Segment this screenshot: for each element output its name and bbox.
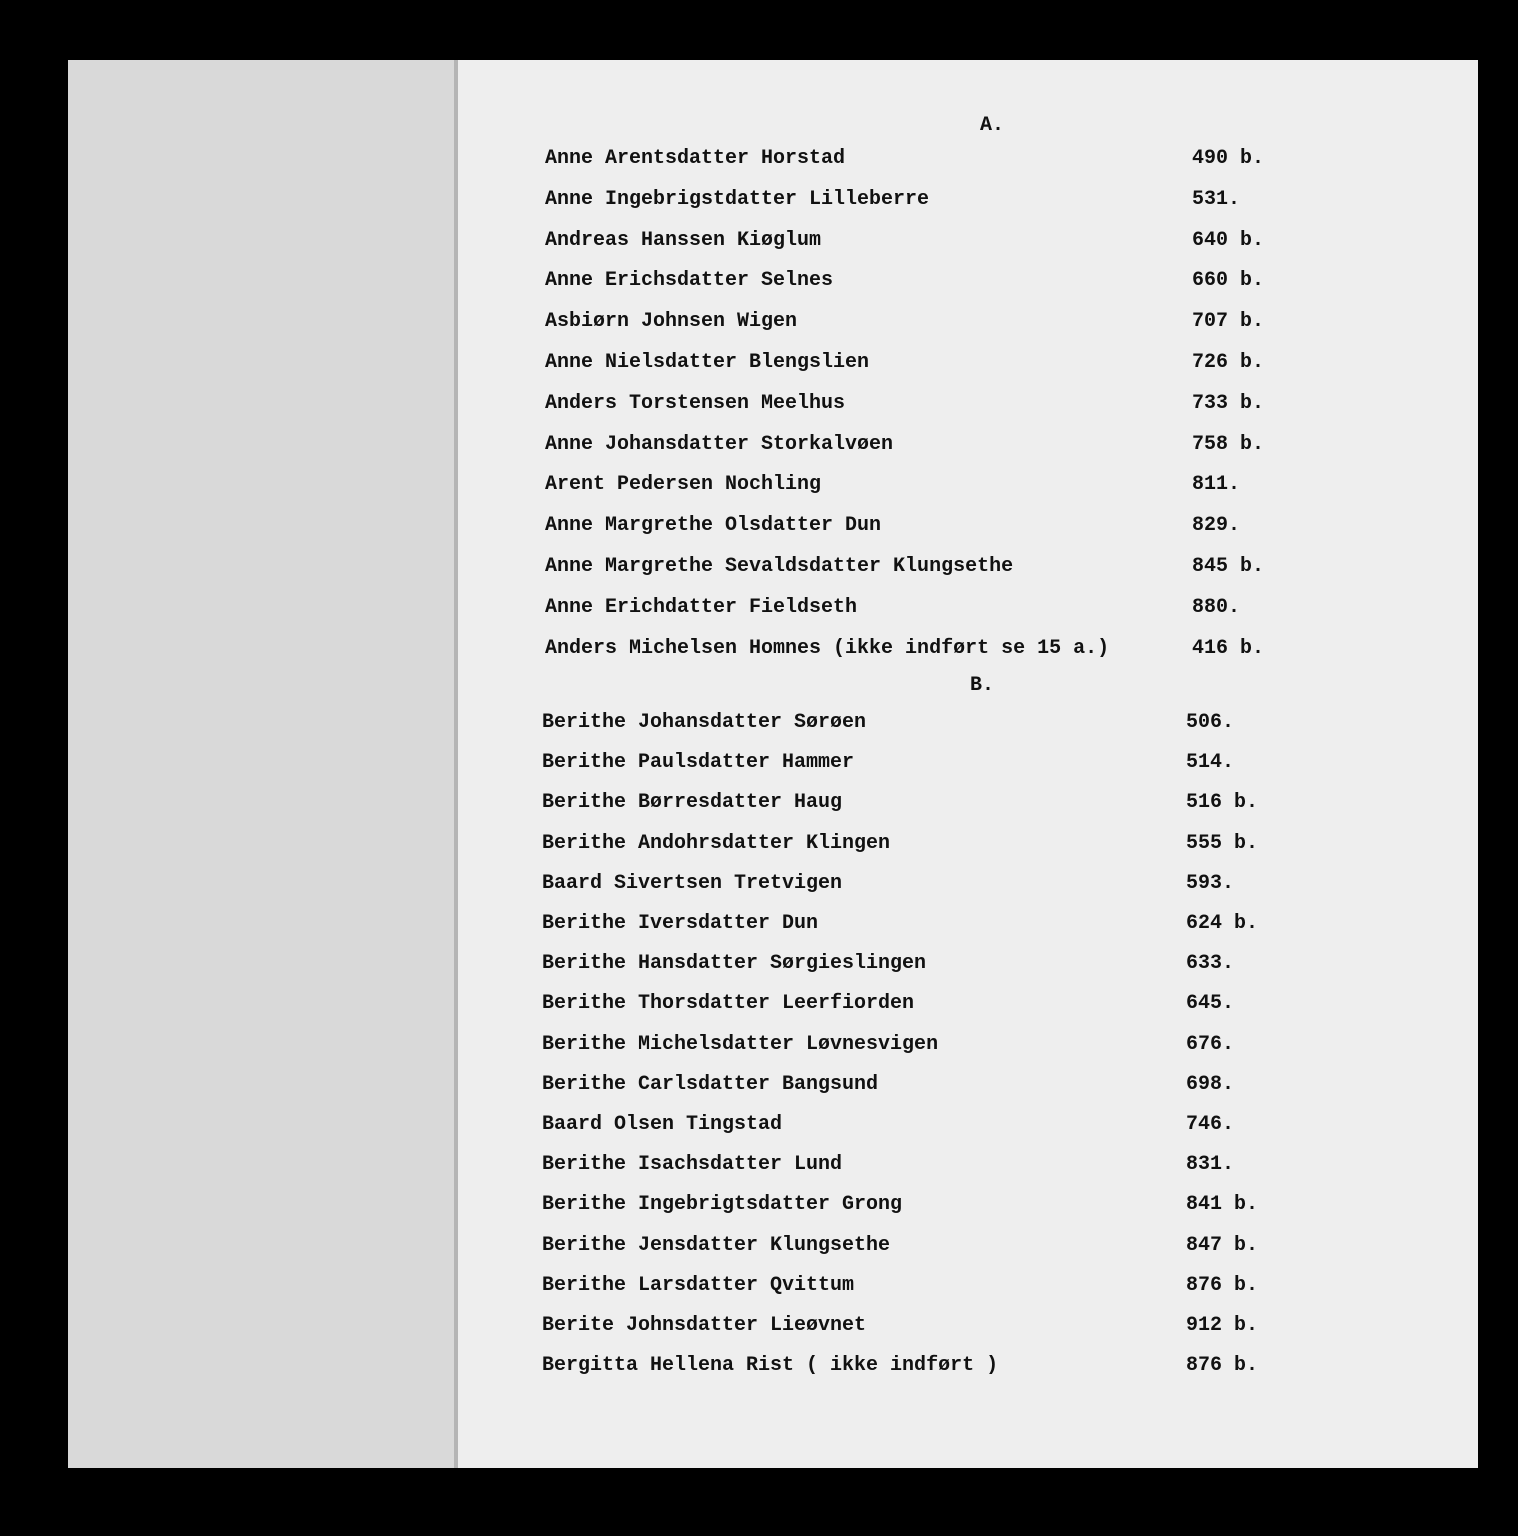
entry-name: Anne Nielsdatter Blengslien [545, 351, 870, 374]
entry-name: Berite Johnsdatter Lieøvnet [542, 1314, 867, 1337]
entry-name: Berithe Paulsdatter Hammer [542, 751, 855, 775]
entry-page-ref: 912 b. [1186, 1314, 1259, 1337]
entry-name: Berithe Hansdatter Sørgieslingen [542, 952, 927, 976]
entry-name: Berithe Isachsdatter Lund [542, 1153, 843, 1177]
entry-name: Anne Ingebrigstdatter Lilleberre [545, 187, 930, 211]
entry-name: Anders Michelsen Homnes (ikke indført se 15 a.) [545, 636, 1110, 660]
entry-name: Berithe Michelsdatter Løvnesvigen [542, 1032, 939, 1056]
entry-page-ref: 676. [1186, 1032, 1235, 1056]
entry-page-ref: 726 b. [1192, 351, 1265, 374]
entry-page-ref: 698. [1186, 1072, 1235, 1096]
entry-page-ref: 876 b. [1186, 1273, 1259, 1297]
entry-page-ref: 624 b. [1186, 912, 1259, 935]
entry-page-ref: 707 b. [1192, 310, 1265, 334]
entry-page-ref: 831. [1186, 1153, 1235, 1177]
entry-page-ref: 841 b. [1186, 1193, 1259, 1217]
entry-name: Andreas Hanssen Kiøglum [545, 228, 822, 252]
entry-page-ref: 660 b. [1192, 269, 1265, 293]
entry-name: Asbiørn Johnsen Wigen [545, 310, 798, 334]
entry-page-ref: 506. [1186, 711, 1235, 734]
entry-page-ref: 555 b. [1186, 831, 1259, 855]
entry-name: Anne Johansdatter Storkalvøen [545, 432, 894, 456]
entry-page-ref: 746. [1186, 1113, 1235, 1136]
entry-name: Berithe Thorsdatter Leerfiorden [542, 992, 915, 1016]
entry-name: Berithe Ingebrigtsdatter Grong [542, 1193, 903, 1217]
entry-name: Anne Margrethe Olsdatter Dun [545, 514, 882, 538]
entry-page-ref: 514. [1186, 751, 1235, 775]
entry-page-ref: 847 b. [1186, 1233, 1259, 1257]
entry-page-ref: 593. [1186, 871, 1235, 895]
section-heading: B. [970, 674, 995, 697]
entry-page-ref: 733 b. [1192, 391, 1265, 415]
entry-page-ref: 416 b. [1192, 636, 1265, 660]
entry-page-ref: 845 b. [1192, 555, 1265, 578]
entry-page-ref: 880. [1192, 595, 1241, 619]
section-heading: A. [980, 114, 1005, 137]
left-page-blank [68, 60, 456, 1468]
entry-page-ref: 633. [1186, 952, 1235, 976]
entry-page-ref: 640 b. [1192, 228, 1265, 252]
entry-name: Anne Erichsdatter Selnes [545, 269, 834, 293]
entry-page-ref: 876 b. [1186, 1354, 1259, 1378]
entry-page-ref: 829. [1192, 514, 1241, 538]
entry-name: Anne Arentsdatter Horstad [545, 147, 846, 170]
entry-name: Berithe Carlsdatter Bangsund [542, 1072, 879, 1096]
entry-name: Anne Margrethe Sevaldsdatter Klungsethe [545, 555, 1014, 578]
entry-name: Berithe Børresdatter Haug [542, 791, 843, 815]
entry-name: Anne Erichdatter Fieldseth [545, 595, 858, 619]
entry-name: Arent Pedersen Nochling [545, 473, 822, 497]
entry-page-ref: 758 b. [1192, 432, 1265, 456]
entry-name: Anders Torstensen Meelhus [545, 391, 846, 415]
entry-name: Berithe Iversdatter Dun [542, 912, 819, 935]
entry-name: Berithe Larsdatter Qvittum [542, 1273, 855, 1297]
entry-page-ref: 516 b. [1186, 791, 1259, 815]
entry-name: Berithe Johansdatter Sørøen [542, 711, 867, 734]
entry-name: Baard Sivertsen Tretvigen [542, 871, 843, 895]
entry-name: Berithe Andohrsdatter Klingen [542, 831, 891, 855]
entry-page-ref: 811. [1192, 473, 1241, 497]
entry-name: Bergitta Hellena Rist ( ikke indført ) [542, 1354, 999, 1378]
entry-page-ref: 490 b. [1192, 147, 1265, 170]
entry-name: Baard Olsen Tingstad [542, 1113, 783, 1136]
entry-page-ref: 531. [1192, 187, 1241, 211]
entry-page-ref: 645. [1186, 992, 1235, 1016]
entry-name: Berithe Jensdatter Klungsethe [542, 1233, 891, 1257]
